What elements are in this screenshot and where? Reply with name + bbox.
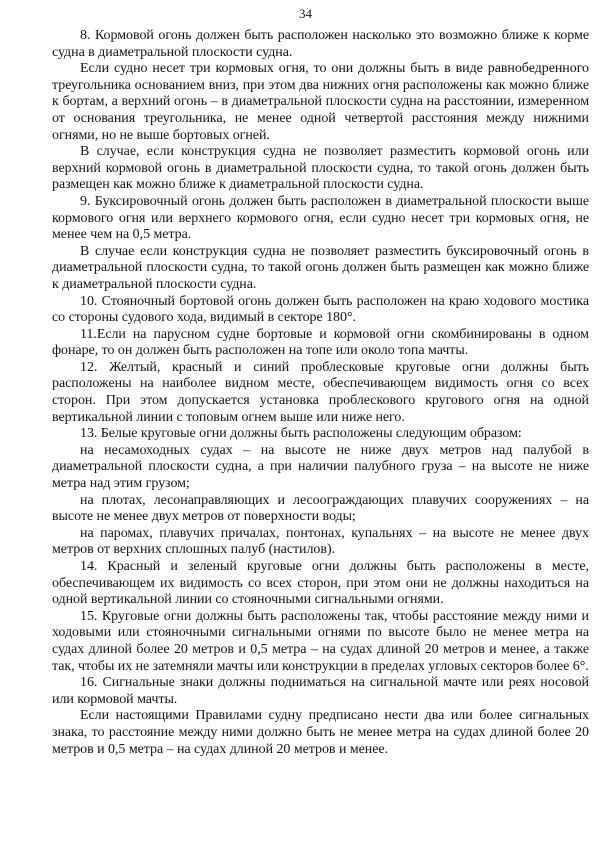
paragraph-towing-light-placement: В случае если конструкция судна не позволяет разместить буксировочный огонь в диаметральной плоскости судна, то такой огонь должен быть размещен как можно ближе к диаметральной плоскости судна. bbox=[52, 243, 589, 292]
paragraph-item-10: 10. Стояночный бортовой огонь должен быть расположен на краю ходового мостика со стороны судового хода, видимый в секторе 180°. bbox=[52, 293, 589, 326]
paragraph-non-self-propelled: на несамоходных судах – на высоте не ниже двух метров над палубой в диаметральной плоскости судна, а при наличии палубного груза – на высоте не ниже метра над этим грузом; bbox=[52, 442, 589, 492]
paragraph-item-12: 12. Желтый, красный и синий проблесковые круговые огни должны быть расположены на наиболее видном месте, обеспечивающем видимость огня со всех сторон. При этом допускается установка проблескового кругового огня на одной вертикальной линии с топовым огнем выше или ниже него. bbox=[52, 359, 589, 425]
paragraph-item-16: 16. Сигнальные знаки должны подниматься на сигнальной мачте или реях носовой или кормовой мачты. bbox=[52, 675, 589, 707]
paragraph-item-11: 11.Если на парусном судне бортовые и кормовой огни скомбинированы в одном фонаре, то он должен быть расположен на топе или около топа мачты. bbox=[52, 326, 589, 359]
paragraph-item-8: 8. Кормовой огонь должен быть расположен насколько это возможно ближе к корме судна в диаметральной плоскости судна. bbox=[52, 28, 589, 60]
paragraph-three-stern-lights: Если судно несет три кормовых огня, то они должны быть в виде равнобедренного треугольника основанием вниз, при этом два нижних огня расположены как можно ближе к бортам, а верхний огонь – в диаметральной плоскости судна на расстоянии, измеренном от основания треугольника, не менее одной четвертой расстояния между нижними огнями, но не выше бортовых огней. bbox=[52, 61, 589, 143]
paragraph-item-14: 14. Красный и зеленый круговые огни должны быть расположены в месте, обеспечивающем их видимость со всех сторон, при этом они не должны находиться на одной вертикальной линии со стояночными сигнальными огнями. bbox=[52, 559, 589, 608]
paragraph-ferries: на паромах, плавучих причалах, понтонах, купальнях – на высоте не менее двух метров от верхних сплошных палуб (настилов). bbox=[52, 525, 589, 558]
page-number: 34 bbox=[299, 6, 312, 21]
paragraph-rafts: на плотах, лесонаправляющих и лесоограждающих плавучих сооружениях – на высоте не менее двух метров от поверхности воды; bbox=[52, 492, 589, 525]
paragraph-item-9: 9. Буксировочный огонь должен быть расположен в диаметральной плоскости выше кормового огня или верхнего кормового огня, если судно несет три кормовых огня, не менее чем на 0,5 метра. bbox=[52, 193, 589, 243]
paragraph-stern-light-placement: В случае, если конструкция судна не позволяет разместить кормовой огонь или верхний кормовой огонь в диаметральной плоскости судна, то такой огонь должен быть размещен как можно ближе к диаметральной плоскости судна. bbox=[52, 144, 589, 193]
paragraph-item-13: 13. Белые круговые огни должны быть расположены следующим образом: bbox=[80, 426, 522, 442]
paragraph-item-15: 15. Круговые огни должны быть расположены так, чтобы расстояние между ними и ходовыми или стояночными сигнальными огнями по высоте было не менее метра на судах длиной более 20 метров и 0,5 метра – на судах длиной 20 метров и менее, а также так, чтобы их не затемняли мачты или конструкции в пределах угловых секторов более 6°. bbox=[52, 608, 589, 674]
document-body bbox=[52, 28, 589, 758]
paragraph-signal-shapes-distance: Если настоящими Правилами судну предписано нести два или более сигнальных знака, то расстояние между ними должно быть не менее метра на судах длиной более 20 метров и 0,5 метра – на судах длиной 20 метров и менее. bbox=[52, 708, 589, 757]
